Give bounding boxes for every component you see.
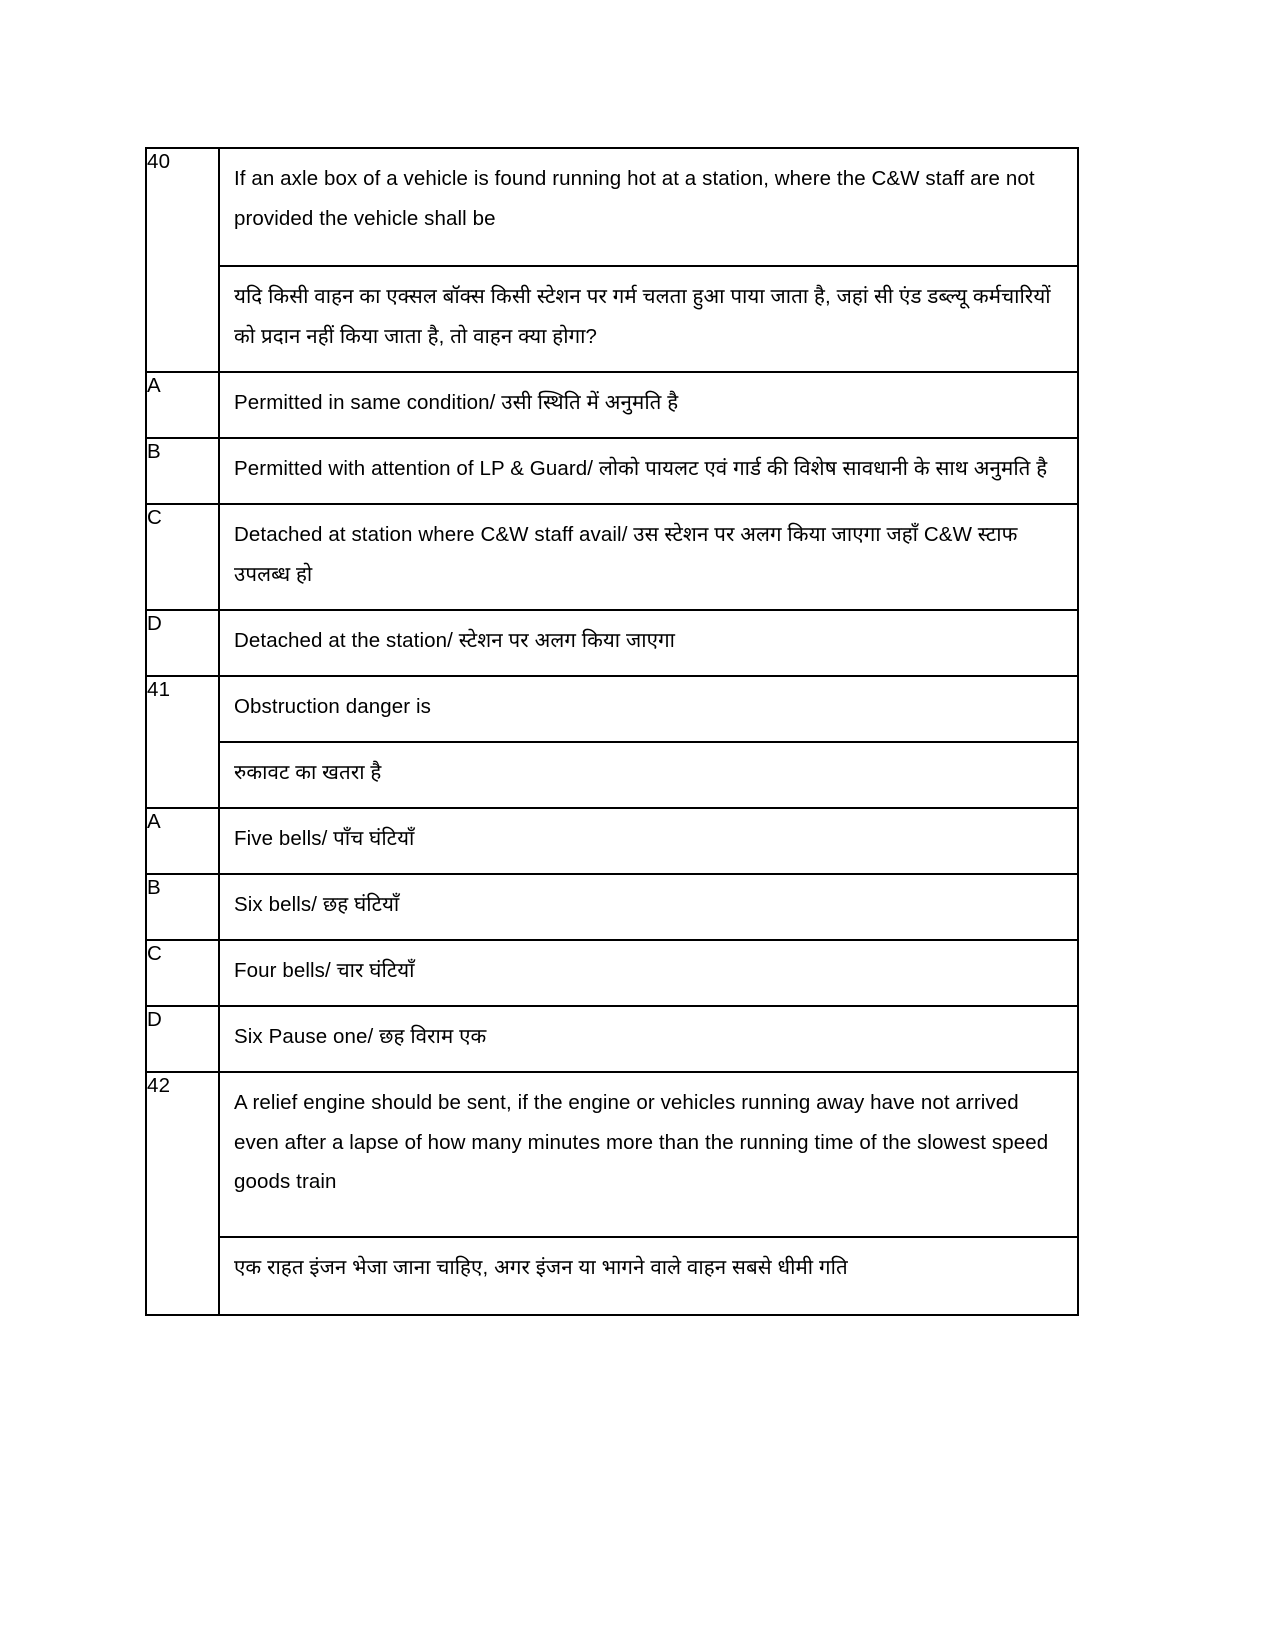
questions-table [145, 147, 1079, 1316]
option-label-b-q41: B [146, 874, 219, 940]
option-label-c-q40: C [146, 504, 219, 610]
question-42-hindi: एक राहत इंजन भेजा जाना चाहिए, अगर इंजन या भागने वाले वाहन सबसे धीमी गति [220, 1236, 1077, 1314]
question-40-english: If an axle box of a vehicle is found running hot at a station, where the C&W staff are not provided the vehicle shall be [234, 167, 1035, 230]
option-c-q41-text: Four bells/ चार घंटियाँ [234, 958, 415, 982]
option-d-q41-content [219, 1006, 1078, 1072]
option-b-q40-content [219, 438, 1078, 504]
question-41-hindi: रुकावट का खतरा है [220, 741, 1077, 807]
table-row [146, 874, 1078, 940]
option-c-q40-content [219, 504, 1078, 610]
table-row [146, 1072, 1078, 1316]
option-a-q41-content [219, 808, 1078, 874]
option-label-a-q40: A [146, 372, 219, 438]
option-d-q40-text: Detached at the station/ स्टेशन पर अलग किया जाएगा [234, 628, 676, 652]
table-row [146, 1006, 1078, 1072]
table-row [146, 504, 1078, 610]
question-42-content [219, 1072, 1078, 1316]
table-row [146, 438, 1078, 504]
option-d-q40-content [219, 610, 1078, 676]
question-41-content [219, 676, 1078, 808]
option-label-d-q41: D [146, 1006, 219, 1072]
option-b-q40-text: Permitted with attention of LP & Guard/ लोको पायलट एवं गार्ड की विशेष सावधानी के साथ अनुमति है [234, 456, 1048, 480]
option-a-q41-text: Five bells/ पाँच घंटियाँ [234, 826, 415, 850]
table-row [146, 372, 1078, 438]
option-label-a-q41: A [146, 808, 219, 874]
question-40-hindi: यदि किसी वाहन का एक्सल बॉक्स किसी स्टेशन पर गर्म चलता हुआ पाया जाता है, जहां सी एंड डब्ल्यू कर्मचारियों को प्रदान नहीं किया जाता है, तो वाहन क्या होगा? [220, 265, 1077, 371]
question-42-english: A relief engine should be sent, if the engine or vehicles running away have not arrived even after a lapse of how many minutes more than the running time of the slowest speed goods train [234, 1090, 1049, 1194]
table-row [146, 940, 1078, 1006]
question-40-content [219, 148, 1078, 372]
option-label-b-q40: B [146, 438, 219, 504]
table-row [146, 808, 1078, 874]
question-number-41: 41 [146, 676, 219, 808]
option-label-c-q41: C [146, 940, 219, 1006]
question-number-40: 40 [146, 148, 219, 372]
option-d-q41-text: Six Pause one/ छह विराम एक [234, 1024, 487, 1048]
option-c-q41-content [219, 940, 1078, 1006]
option-label-d-q40: D [146, 610, 219, 676]
option-a-q40-text: Permitted in same condition/ उसी स्थिति में अनुमति है [234, 390, 679, 414]
table-row [146, 148, 1078, 372]
question-41-english: Obstruction danger is [234, 694, 431, 718]
question-number-42: 42 [146, 1072, 219, 1316]
option-c-q40-text: Detached at station where C&W staff avail/ उस स्टेशन पर अलग किया जाएगा जहाँ C&W स्टाफ उपलब्ध हो [234, 522, 1018, 586]
table-row [146, 610, 1078, 676]
option-b-q41-content [219, 874, 1078, 940]
option-b-q41-text: Six bells/ छह घंटियाँ [234, 892, 400, 916]
option-a-q40-content [219, 372, 1078, 438]
table-row [146, 676, 1078, 808]
